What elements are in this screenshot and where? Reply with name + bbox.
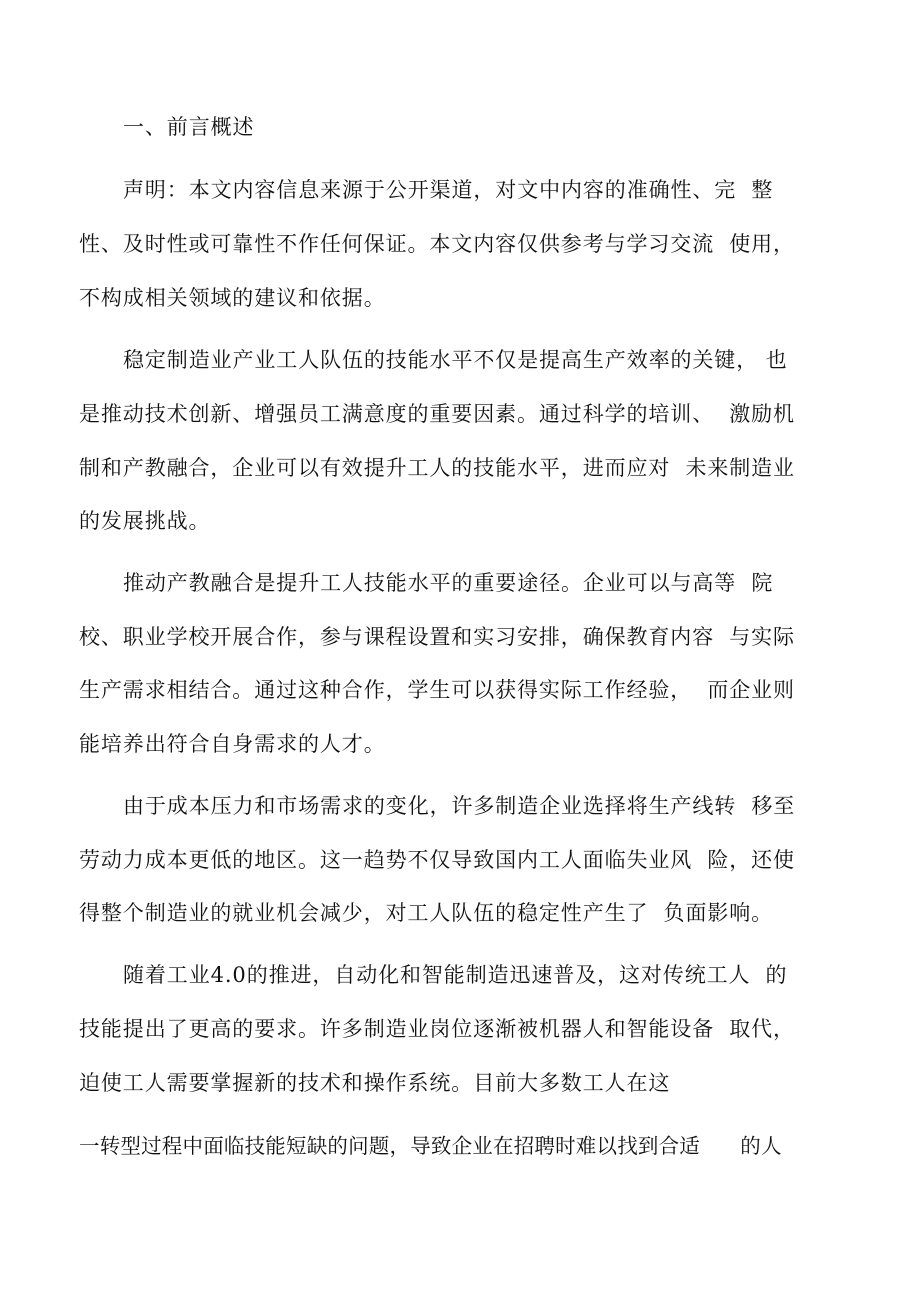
paragraph-line: 是推动技术创新、增强员工满意度的重要因素。通过科学的培训、 激励机	[79, 402, 795, 426]
paragraph-line: 随着工业4.0的推进，自动化和智能制造迅速普及，这对传统工人 的	[123, 963, 788, 987]
paragraph-line: 稳定制造业产业工人队伍的技能水平不仅是提高生产效率的关键， 也	[123, 348, 788, 372]
paragraph-line: 生产需求相结合。通过这种合作，学生可以获得实际工作经验， 而企业则	[79, 678, 795, 702]
paragraph-line: 性、及时性或可靠性不作任何保证。本文内容仅供参考与学习交流 使用，	[79, 232, 795, 256]
paragraph-line: 由于成本压力和市场需求的变化，许多制造企业选择将生产线转 移至	[123, 794, 796, 818]
paragraph-line: 制和产教融合，企业可以有效提升工人的技能水平，进而应对 未来制造业	[79, 456, 795, 480]
paragraph-line: 声明：本文内容信息来源于公开渠道，对文中内容的准确性、完 整	[123, 178, 774, 202]
paragraph-line: 推动产教融合是提升工人技能水平的重要途径。企业可以与高等 院	[123, 571, 774, 595]
paragraph-line: 一转型过程中面临技能短缺的问题，导致企业在招聘时难以找到合适 的人	[79, 1134, 782, 1158]
paragraph-line: 的发展挑战。	[79, 509, 211, 533]
paragraph-line: 劳动力成本更低的地区。这一趋势不仅导致国内工人面临失业风 险，还使	[79, 848, 795, 872]
paragraph-line: 迫使工人需要掌握新的技术和操作系统。目前大多数工人在这	[79, 1071, 671, 1095]
section-heading: 一、前言概述	[123, 115, 255, 139]
paragraph-line: 得整个制造业的就业机会减少，对工人队伍的稳定性产生了 负面影响。	[79, 901, 774, 925]
paragraph-line: 能培养出符合自身需求的人才。	[79, 732, 386, 756]
paragraph-line: 不构成相关领域的建议和依据。	[79, 286, 386, 310]
paragraph-line: 技能提出了更高的要求。许多制造业岗位逐渐被机器人和智能设备 取代，	[79, 1017, 795, 1041]
paragraph-line: 校、职业学校开展合作，参与课程设置和实习安排，确保教育内容 与实际	[79, 625, 795, 649]
